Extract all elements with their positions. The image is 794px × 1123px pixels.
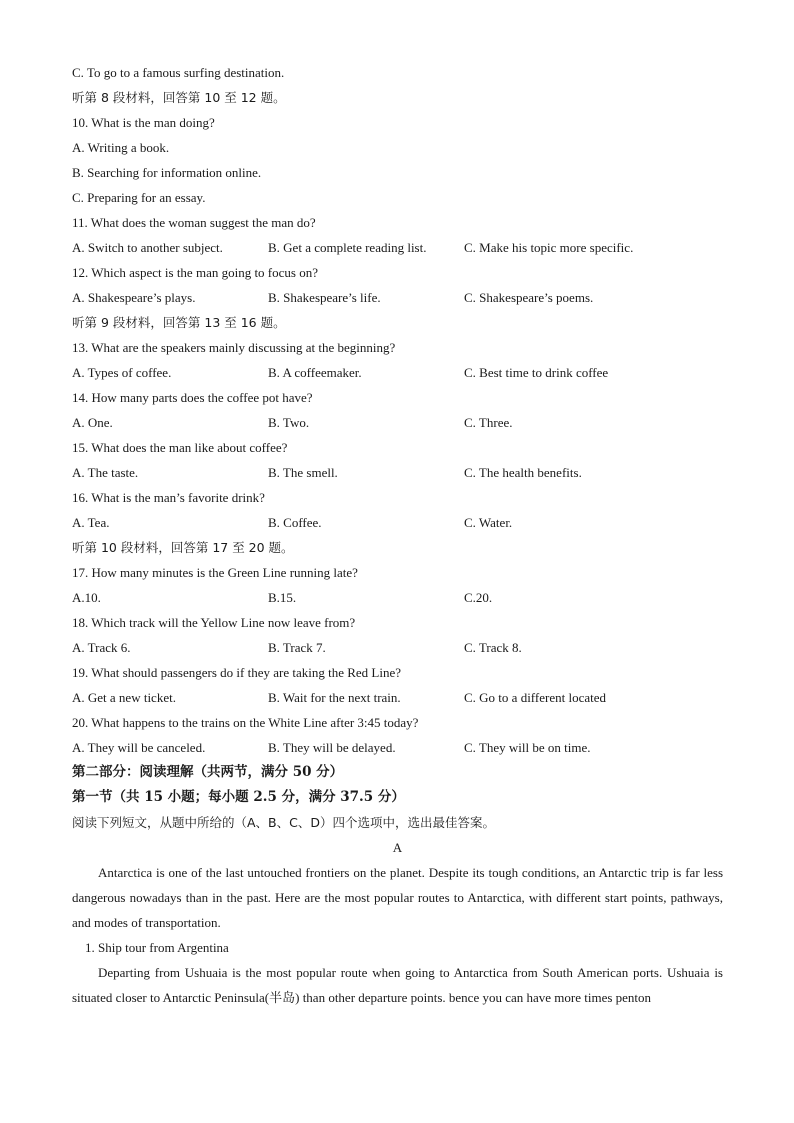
- reading-instruction: 阅读下列短文，从题中所给的（A、B、C、D）四个选项中，选出最佳答案。: [72, 815, 495, 830]
- q16-options: [72, 510, 723, 535]
- q15-stem: 15. What does the man like about coffee?: [72, 440, 288, 455]
- q16-stem: 16. What is the man’s favorite drink?: [72, 490, 265, 505]
- q20-option-a: A. They will be canceled.: [72, 740, 206, 755]
- q20-option-c: C. They will be on time.: [464, 740, 591, 755]
- q10-option-a: A. Writing a book.: [72, 140, 170, 155]
- q12-option-a: A. Shakespeare’s plays.: [72, 290, 196, 305]
- q17-options: [72, 585, 723, 610]
- q16-option-b: B. Coffee.: [268, 515, 322, 530]
- q15-options: [72, 460, 723, 485]
- passage-paragraph-1: Antarctica is one of the last untouched frontiers on the planet. Despite its tough conditions, an Antarctic trip is far less dangerous nowadays than in the past. Here are the most popular routes to Antarctica, with different start points, pathways, and modes of transportation.: [72, 865, 723, 930]
- q10-option-c: C. Preparing for an essay.: [72, 190, 206, 205]
- q11-option-a: A. Switch to another subject.: [72, 240, 223, 255]
- q12-stem: 12. Which aspect is the man going to focus on?: [72, 265, 318, 280]
- q13-options: [72, 360, 723, 385]
- q12-options: [72, 285, 723, 310]
- section-8-header: 听第 8 段材料，回答第 10 至 12 题。: [72, 90, 286, 105]
- q13-option-b: B. A coffeemaker.: [268, 365, 362, 380]
- q11-option-b: B. Get a complete reading list.: [268, 240, 427, 255]
- q20-stem: 20. What happens to the trains on the White Line after 3:45 today?: [72, 715, 419, 730]
- q14-option-b: B. Two.: [268, 415, 310, 430]
- q20-options: [72, 735, 723, 760]
- passage-subheading-1: 1. Ship tour from Argentina: [85, 940, 229, 955]
- q9-option-c: C. To go to a famous surfing destination.: [72, 65, 285, 80]
- q17-option-b: B.15.: [268, 590, 297, 605]
- q19-stem: 19. What should passengers do if they are taking the Red Line?: [72, 665, 402, 680]
- q12-option-c: C. Shakespeare’s poems.: [464, 290, 594, 305]
- q18-options: [72, 635, 723, 660]
- q14-stem: 14. How many parts does the coffee pot have?: [72, 390, 313, 405]
- q17-option-c: C.20.: [464, 590, 493, 605]
- q15-option-c: C. The health benefits.: [464, 465, 582, 480]
- q11-options: [72, 235, 723, 260]
- q11-stem: 11. What does the woman suggest the man do?: [72, 215, 316, 230]
- q14-option-c: C. Three.: [464, 415, 513, 430]
- q11-option-c: C. Make his topic more specific.: [464, 240, 634, 255]
- q19-option-c: C. Go to a different located: [464, 690, 606, 705]
- q14-options: [72, 410, 723, 435]
- q14-option-a: A. One.: [72, 415, 113, 430]
- q13-option-c: C. Best time to drink coffee: [464, 365, 609, 380]
- q17-option-a: A.10.: [72, 590, 101, 605]
- q19-option-b: B. Wait for the next train.: [268, 690, 401, 705]
- q19-option-a: A. Get a new ticket.: [72, 690, 176, 705]
- section-9-header: 听第 9 段材料，回答第 13 至 16 题。: [72, 315, 286, 330]
- q13-stem: 13. What are the speakers mainly discussing at the beginning?: [72, 340, 396, 355]
- q16-option-c: C. Water.: [464, 515, 513, 530]
- q18-option-c: C. Track 8.: [464, 640, 522, 655]
- q10-stem: 10. What is the man doing?: [72, 115, 215, 130]
- q20-option-b: B. They will be delayed.: [268, 740, 396, 755]
- q10-option-b: B. Searching for information online.: [72, 165, 262, 180]
- section-one-title: 第一节（共 15 小题；每小题 2.5 分，满分 37.5 分）: [72, 789, 405, 805]
- q16-option-a: A. Tea.: [72, 515, 110, 530]
- document-page: [72, 60, 723, 1010]
- passage-paragraph-2: Departing from Ushuaia is the most popular route when going to Antarctica from South American ports. Ushuaia is situated closer to Antarctic Peninsula(半岛) than other departure points. bence you can have more times penton: [72, 965, 723, 1005]
- q12-option-b: B. Shakespeare’s life.: [268, 290, 381, 305]
- q13-option-a: A. Types of coffee.: [72, 365, 172, 380]
- q18-stem: 18. Which track will the Yellow Line now leave from?: [72, 615, 356, 630]
- q15-option-a: A. The taste.: [72, 465, 139, 480]
- passage-label: A: [392, 840, 403, 855]
- section-10-header: 听第 10 段材料，回答第 17 至 20 题。: [72, 540, 294, 555]
- q18-option-a: A. Track 6.: [72, 640, 131, 655]
- part-two-title: 第二部分：阅读理解（共两节，满分 50 分）: [72, 764, 344, 780]
- q18-option-b: B. Track 7.: [268, 640, 326, 655]
- q15-option-b: B. The smell.: [268, 465, 338, 480]
- q17-stem: 17. How many minutes is the Green Line running late?: [72, 565, 358, 580]
- q19-options: [72, 685, 723, 710]
